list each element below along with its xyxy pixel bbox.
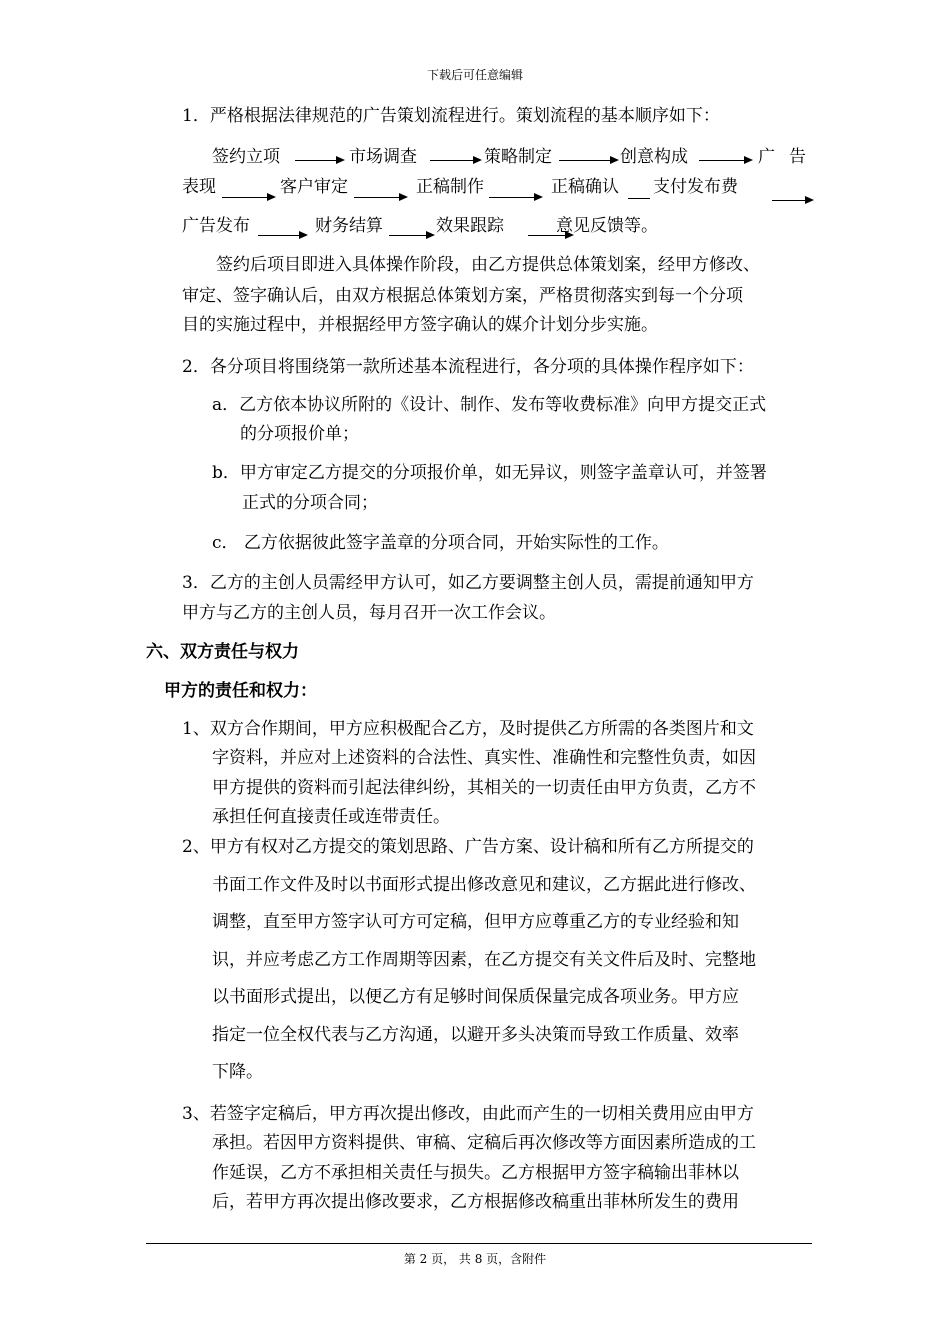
responsibility-2-line: 调整，直至甲方签字认可方可定稿，但甲方应尊重乙方的专业经验和知 — [212, 912, 739, 932]
flow-connector-line — [628, 198, 650, 199]
responsibility-1-line: 承担任何直接责任或连带责任。 — [212, 807, 450, 827]
responsibility-3-line: 承担。若因甲方资料提供、审稿、定稿后再次修改等方面因素所造成的工 — [212, 1133, 756, 1153]
item-a-line: 的分项报价单； — [240, 424, 359, 444]
flow-arrow-icon — [354, 197, 406, 198]
flow-arrow-icon — [489, 197, 541, 198]
page-header: 下载后可任意编辑 — [426, 68, 523, 82]
item-b-line: b．甲方审定乙方提交的分项报价单，如无异议，则签字盖章认可，并签署 — [212, 463, 767, 483]
flow-arrow-icon — [430, 160, 480, 161]
page-footer: 第 2 页， 共 8 页，含附件 — [403, 1252, 547, 1266]
responsibility-1-line: 甲方提供的资料而引起法律纠纷，其相关的一切责任由甲方负责，乙方不 — [212, 778, 756, 798]
flow-step-strategy: 策略制定 — [484, 147, 552, 167]
responsibility-2-line: 指定一位全权代表与乙方沟通，以避开多头决策而导致工作质量、效率 — [212, 1025, 739, 1045]
responsibility-2-line: 以书面形式提出，以便乙方有足够时间保质保量完成各项业务。甲方应 — [212, 987, 739, 1007]
flow-step-ad-1: 广 — [758, 147, 775, 167]
paragraph-line: 审定、签字确认后，由双方根据总体策划方案，严格贯彻落实到每一个分项 — [182, 286, 743, 306]
responsibility-3-line: 3、若签字定稿后，甲方再次提出修改，由此而产生的一切相关费用应由甲方 — [182, 1104, 754, 1124]
flow-arrow-icon — [258, 235, 306, 236]
flow-arrow-icon — [772, 200, 812, 201]
flow-arrow-icon — [295, 160, 343, 161]
responsibility-2-line: 识，并应考虑乙方工作周期等因素，在乙方提交有关文件后及时、完整地 — [212, 950, 756, 970]
responsibility-1-line: 1、双方合作期间，甲方应积极配合乙方，及时提供乙方所需的各类图片和文 — [182, 719, 754, 739]
flow-step-confirm: 正稿确认 — [551, 177, 619, 197]
flow-step-creative: 创意构成 — [620, 147, 688, 167]
clause-1-intro: 1．严格根据法律规范的广告策划流程进行。策划流程的基本顺序如下： — [182, 106, 720, 126]
responsibility-3-line: 作延误，乙方不承担相关责任与损失。乙方根据甲方签字稿输出菲林以 — [212, 1163, 739, 1183]
flow-step-draft: 正稿制作 — [416, 177, 484, 197]
flow-arrow-icon — [559, 160, 617, 161]
item-b-line: 正式的分项合同； — [242, 493, 378, 513]
flow-step-publish: 广告发布 — [182, 216, 250, 236]
flow-step-track: 效果跟踪 — [436, 216, 504, 236]
flow-arrow-icon — [699, 160, 751, 161]
flow-step-sign: 签约立项 — [212, 147, 280, 167]
flow-step-ad-2: 告 — [789, 147, 806, 167]
paragraph-line: 签约后项目即进入具体操作阶段，由乙方提供总体策划案，经甲方修改、 — [216, 255, 760, 275]
item-a-line: a．乙方依本协议所附的《设计、制作、发布等收费标准》向甲方提交正式 — [212, 395, 767, 415]
clause-3-line: 甲方与乙方的主创人员，每月召开一次工作会议。 — [182, 603, 556, 623]
responsibility-2-line: 书面工作文件及时以书面形式提出修改意见和建议，乙方据此进行修改、 — [212, 875, 756, 895]
flow-step-feedback: 意见反馈等。 — [556, 216, 658, 236]
clause-3-line: 3．乙方的主创人员需经甲方认可，如乙方要调整主创人员，需提前通知甲方 — [182, 573, 754, 593]
flow-arrow-icon — [389, 235, 433, 236]
responsibility-3-line: 后，若甲方再次提出修改要求，乙方根据修改稿重出菲林所发生的费用 — [212, 1192, 739, 1212]
flow-arrow-icon — [222, 197, 274, 198]
clause-2: 2．各分项目将围绕第一款所述基本流程进行，各分项的具体操作程序如下： — [182, 357, 754, 377]
flow-step-pay: 支付发布费 — [653, 177, 738, 197]
responsibility-1-line: 字资料，并应对上述资料的合法性、真实性、准确性和完整性负责，如因 — [212, 748, 756, 768]
subsection-heading: 甲方的责任和权力： — [164, 681, 317, 701]
item-c-line: c． 乙方依据彼此签字盖章的分项合同，开始实际性的工作。 — [212, 533, 669, 553]
footer-divider — [146, 1243, 812, 1244]
section-heading: 六、双方责任与权力 — [146, 642, 299, 662]
paragraph-line: 目的实施过程中，并根据经甲方签字确认的媒介计划分步实施。 — [182, 315, 658, 335]
flow-step-client-review: 客户审定 — [280, 177, 348, 197]
responsibility-2-line: 2、甲方有权对乙方提交的策划思路、广告方案、设计稿和所有乙方所提交的 — [182, 837, 754, 857]
flow-step-market: 市场调查 — [349, 147, 417, 167]
responsibility-2-line: 下降。 — [212, 1062, 263, 1082]
flow-step-express: 表现 — [182, 177, 216, 197]
flow-step-finance: 财务结算 — [315, 216, 383, 236]
